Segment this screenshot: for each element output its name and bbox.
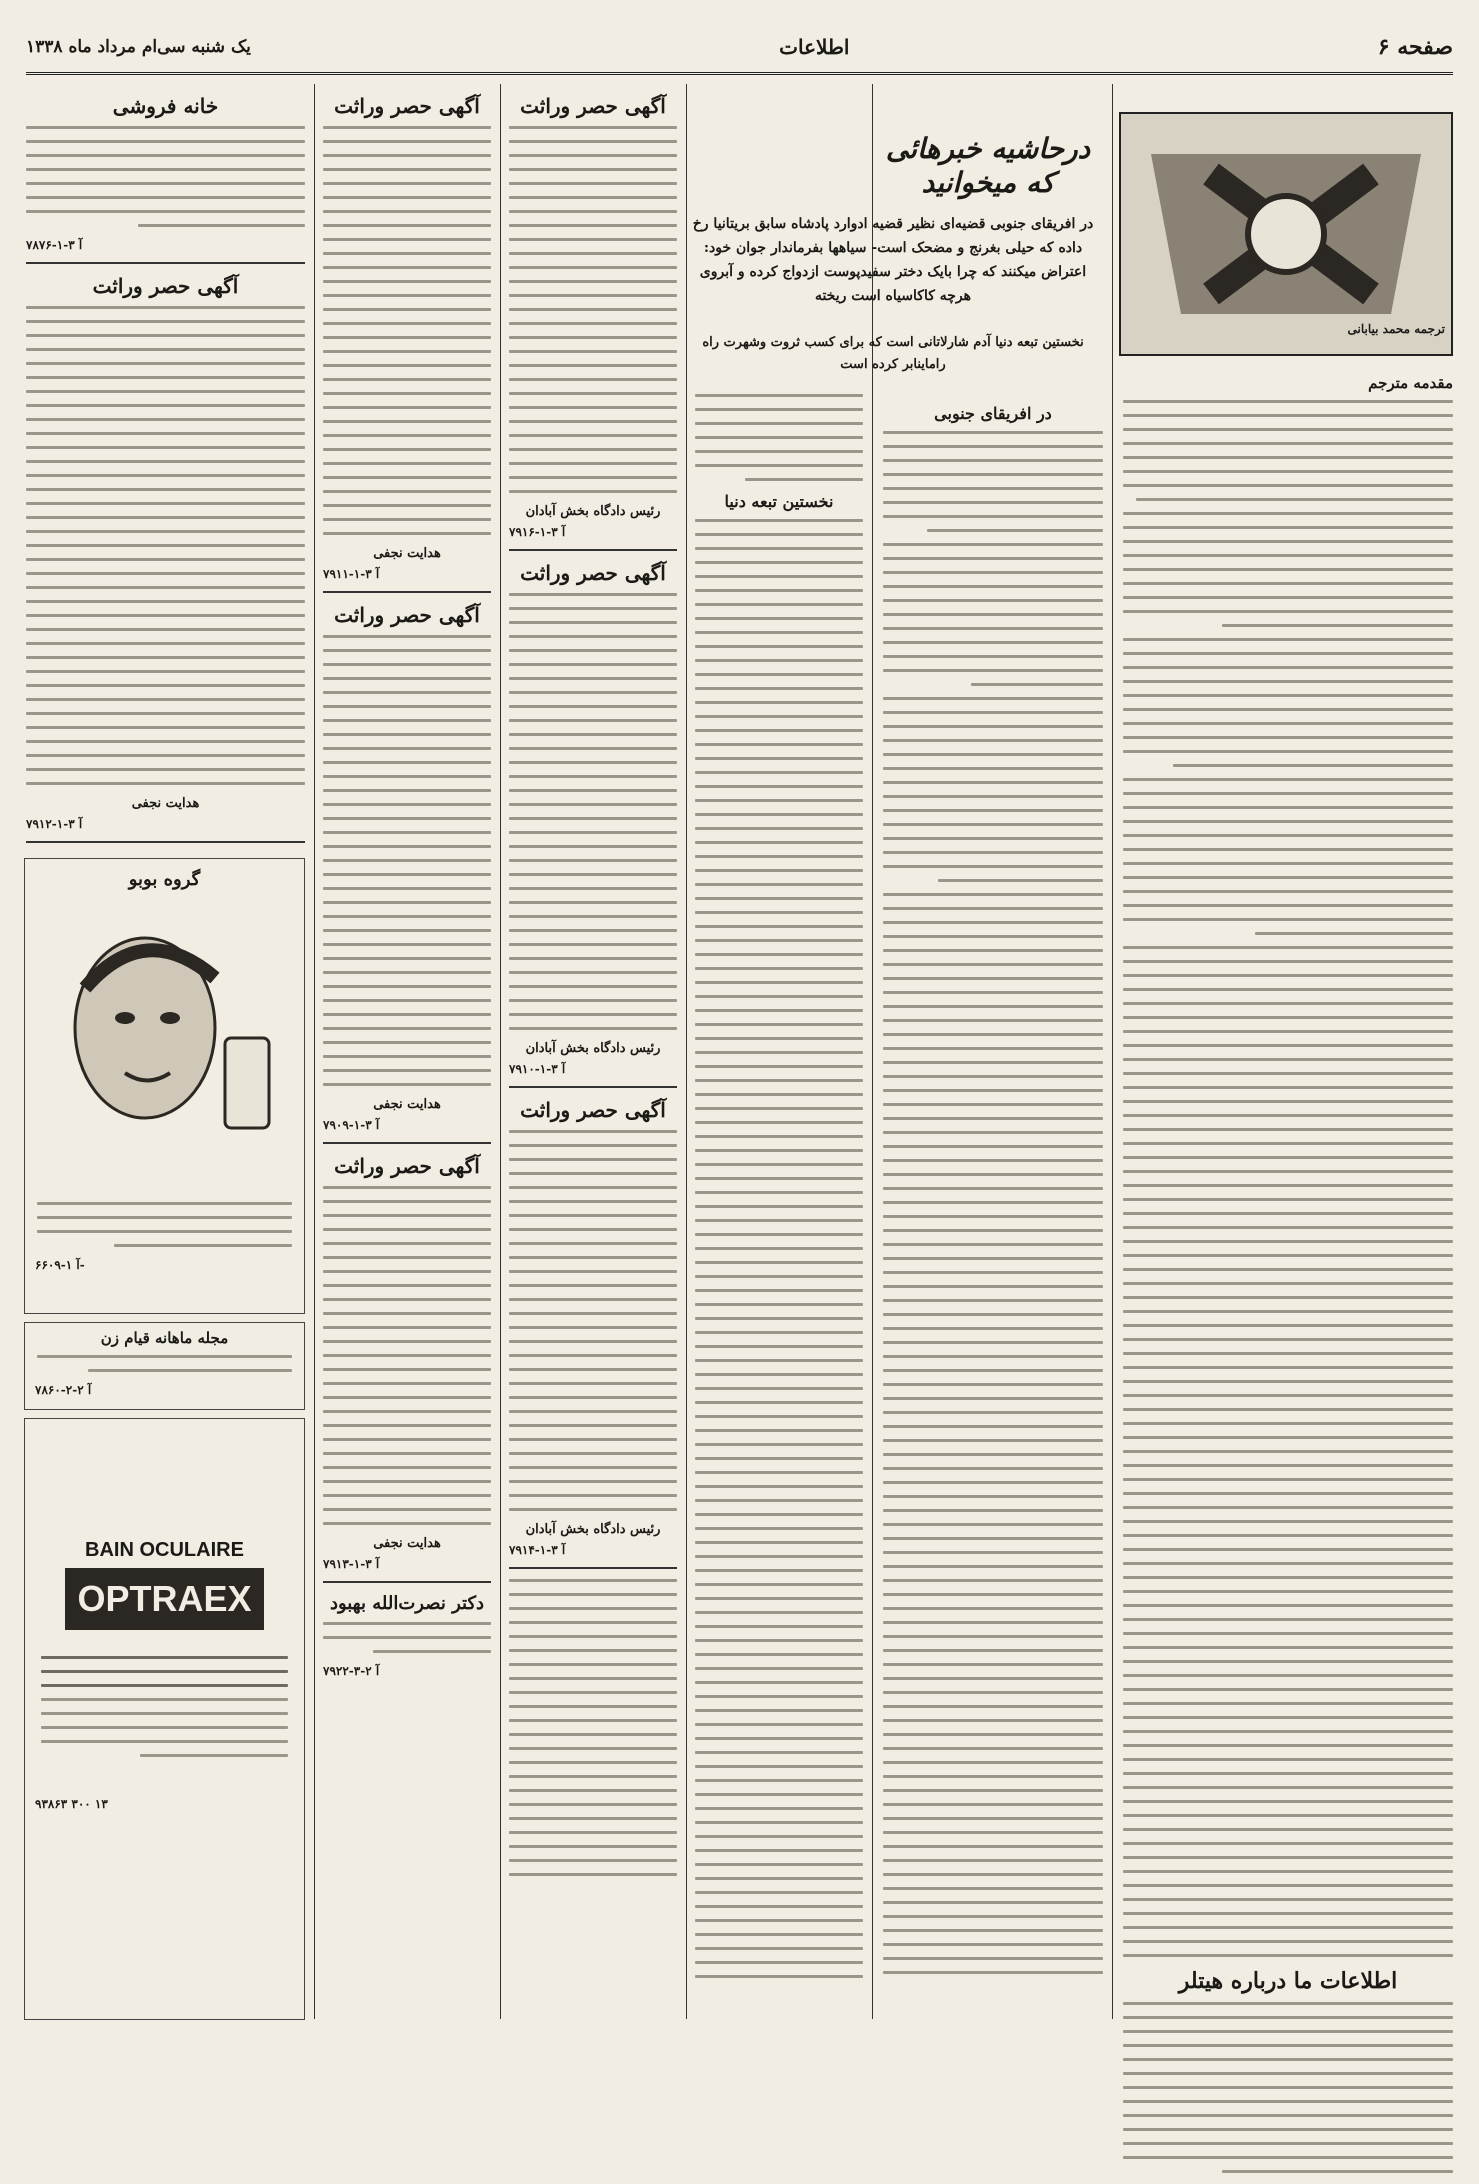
- judge-name: هدایت نجفی: [373, 1097, 441, 1112]
- optrex-ad: [24, 1418, 305, 2020]
- notice-heading: آگهی حصر وراثت: [334, 94, 480, 118]
- ads-column: [26, 84, 305, 853]
- office-sign: رئیس دادگاه بخش آبادان: [525, 504, 661, 519]
- notice-heading: آگهی حصر وراثت: [520, 561, 666, 585]
- intro-text: [1123, 400, 1453, 1957]
- office-sign: رئیس دادگاه بخش آبادان: [525, 1522, 661, 1537]
- notice-code: ۷۹۱۶-آ ۳-۱: [509, 525, 566, 539]
- optrex-tagline: BAIN OCULAIRE: [85, 1539, 244, 1561]
- column-rule: [500, 84, 501, 2019]
- notice-code: ۷۹۱۱-آ ۳-۱: [323, 567, 380, 581]
- column-rule: [314, 84, 315, 2019]
- optrex-code: ۹۳۸۶۳ ۳۰۰ ۱۳: [35, 1797, 108, 1811]
- feature-heading: درحاشیه خبرهائی که میخوانید: [885, 132, 1091, 199]
- gerobo-title: گروه بوبو: [128, 869, 201, 890]
- gerobo-code: ۶۶۰۹-آ ۱-: [35, 1258, 85, 1272]
- feature-sub1: در افریقای جنوبی: [934, 404, 1052, 423]
- notices-column-1: [509, 84, 677, 1887]
- feature-column-2: [695, 394, 863, 1989]
- notice-heading: آگهی حصر وراثت: [520, 94, 666, 118]
- notices-column-2: [323, 84, 491, 1686]
- page-number: صفحه ۶: [1377, 34, 1453, 60]
- notice-heading: آگهی حصر وراثت: [334, 603, 480, 627]
- notice-heading: آگهی حصر وراثت: [520, 1098, 666, 1122]
- hitler-heading: اطلاعات ما درباره هیتلر: [1178, 1968, 1398, 1994]
- magazine-ad: [24, 1322, 305, 1410]
- feature-column-1: [883, 394, 1103, 1985]
- newspaper-page: [26, 22, 1453, 2027]
- judge-name: هدایت نجفی: [373, 1536, 441, 1551]
- notice-code: ۷۹۱۳-آ ۳-۱: [323, 1557, 380, 1571]
- doctor-code: ۷۹۲۲-آ ۲-۳: [323, 1664, 380, 1678]
- judge-name: هدایت نجفی: [131, 796, 200, 811]
- feature-lead: در افریقای جنوبی قضیه‌ای نظیر قضیه ادوارد پادشاه سابق بریتانیا رخ داده که حیلی بغرنج و مضحک است- سیاهها بفرماندار جوان خود: اعتراض میکنند که چرا بایک دختر سفیدپوست ازدواج کرده و آبروی هرچه کاکاسیاه است ریخته: [692, 216, 1094, 304]
- feature-subhead: نخستین تبعه دنیا آدم شارلاتانی است که برای کسب ثروت وشهرت راه راماینابر کرده است: [702, 335, 1084, 372]
- illustration-graphic: [1121, 114, 1451, 354]
- notice-code: ۷۹۱۴-آ ۳-۱: [509, 1543, 566, 1557]
- paper-name: اطلاعات: [779, 35, 850, 59]
- house-sale-heading: خانه فروشی: [112, 94, 219, 118]
- notice-code: ۷۹۱۲-آ ۳-۱: [26, 817, 83, 831]
- column-rule: [1112, 84, 1113, 2019]
- translation-column: [1123, 364, 1453, 2184]
- office-sign: رئیس دادگاه بخش آبادان: [525, 1041, 661, 1056]
- date-line: یک شنبه سی‌ام مرداد ماه ۱۳۳۸: [26, 37, 251, 57]
- intro-heading: مقدمه مترجم: [1368, 374, 1453, 392]
- notice-heading: آگهی حصر وراثت: [334, 1154, 480, 1178]
- notice-heading: آگهی حصر وراثت: [92, 274, 239, 298]
- masthead: [26, 22, 1453, 75]
- gerobo-illustration: [25, 898, 304, 1198]
- judge-name: هدایت نجفی: [373, 546, 441, 561]
- notice-code: ۷۸۷۶-آ ۳-۱: [26, 238, 83, 252]
- notice-code: ۷۹۱۰-آ ۳-۱: [509, 1062, 566, 1076]
- magazine-title: مجله ماهانه قیام زن: [100, 1329, 229, 1347]
- feature-sub2: نخستین تبعه دنیا: [724, 492, 834, 511]
- notice-code: ۷۹۰۹-آ ۳-۱: [323, 1118, 380, 1132]
- gerobo-ad: [24, 858, 305, 1314]
- optrex-brand: OPTRAEX: [65, 1568, 264, 1630]
- image-caption: ترجمه محمد بیابانی: [1347, 322, 1445, 336]
- hitler-text: [1123, 2002, 1453, 2173]
- doctor-ad: دکتر نصرت‌الله بهبود: [329, 1593, 485, 1614]
- article-illustration: [1119, 112, 1453, 356]
- magazine-code: ۷۸۶۰-آ ۲-۲: [35, 1383, 92, 1397]
